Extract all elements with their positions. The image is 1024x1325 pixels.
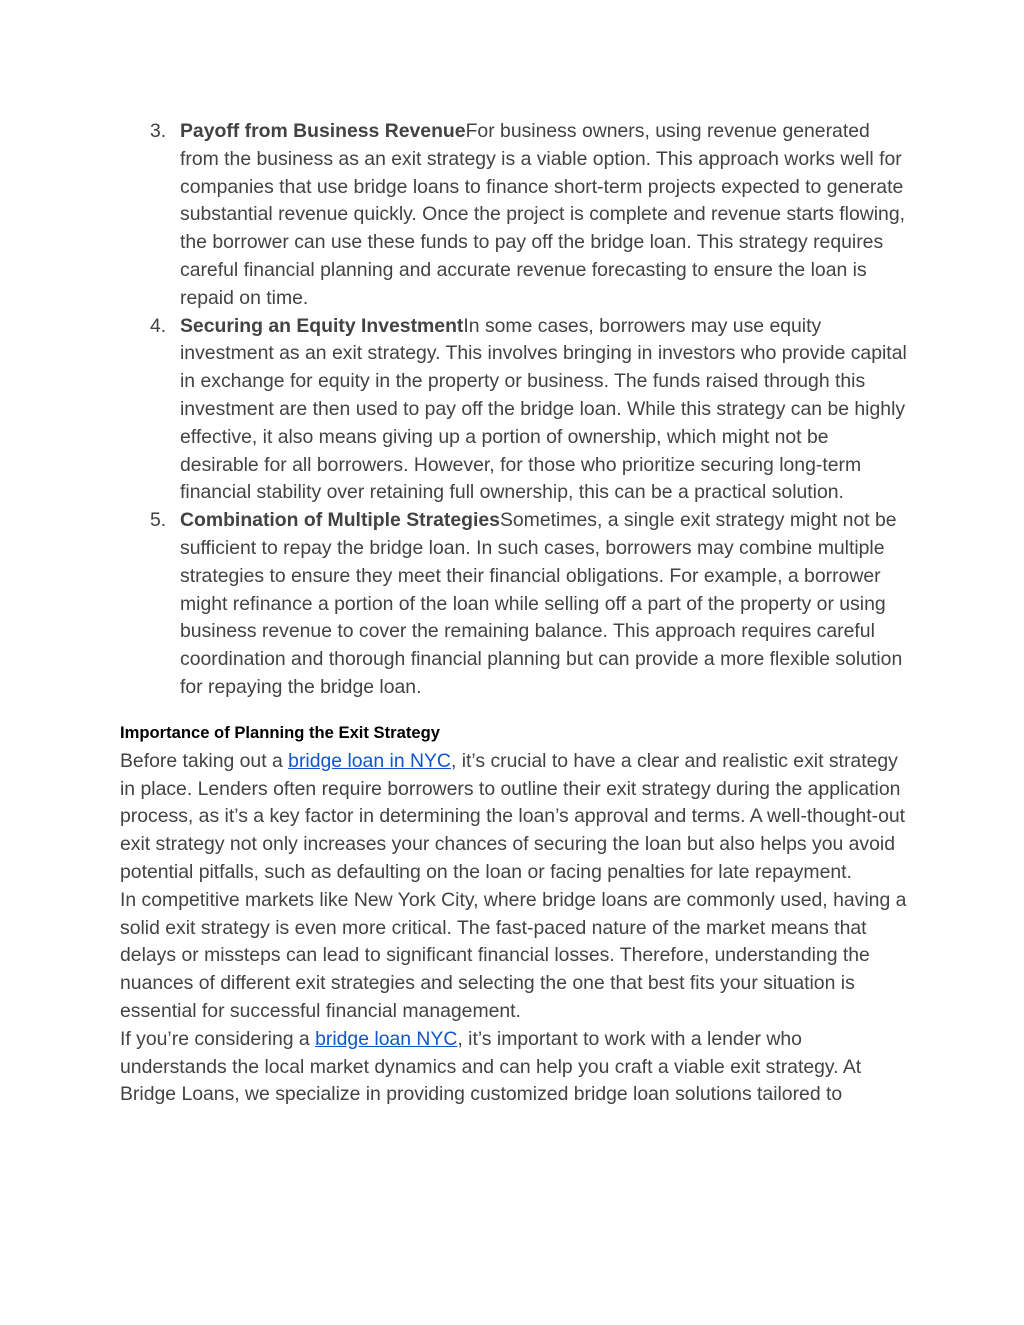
list-item-number: 3. xyxy=(150,120,167,142)
paragraph-text: If you’re considering a xyxy=(120,1027,316,1050)
exit-strategy-list xyxy=(120,118,910,702)
list-item xyxy=(120,313,910,508)
bridge-loan-nyc-link-2[interactable]: bridge loan NYC xyxy=(315,1027,458,1050)
list-item xyxy=(120,507,910,702)
list-item-text: For business owners, using revenue generated from the business as an exit strategy is a viable option. This approach works well for companies that use bridge loans to finance short-term projects expected to generate substantial revenue quickly. Once the project is complete and revenue starts flowing, the borrower can use these funds to pay off the bridge loan. This strategy requires careful financial planning and accurate revenue forecasting to ensure the loan is repaid on time. xyxy=(180,120,906,309)
list-item-lead: Payoff from Business Revenue xyxy=(180,120,466,142)
section-heading: Importance of Planning the Exit Strategy xyxy=(120,722,440,742)
paragraph-text: , it’s important to work with a lender who understands the local market dynamics and can help you craft a viable exit strategy. At Bridge Loans, we specialize in providing customized bridge loan solutions tailored to xyxy=(120,1027,862,1106)
list-item-text: In some cases, borrowers may use equity investment as an exit strategy. This involves bringing in investors who provide capital in exchange for equity in the property or business. The funds raised through this investment are then used to pay off the bridge loan. While this strategy can be highly effective, it also means giving up a portion of ownership, which might not be desirable for all borrowers. However, for those who prioritize securing long-term financial stability over retaining full ownership, this can be a practical solution. xyxy=(180,314,907,504)
paragraph-text: , it’s crucial to have a clear and realistic exit strategy in place. Lenders often require borrowers to outline their exit strategy during the application process, as it’s a key factor in determining the loan’s approval and terms. A well-thought-out exit strategy not only increases your chances of securing the loan but also helps you avoid potential pitfalls, such as defaulting on the loan or facing penalties for late repayment. xyxy=(120,749,906,883)
list-item-lead: Combination of Multiple Strategies xyxy=(180,509,500,532)
list-item-number: 4. xyxy=(150,314,167,337)
paragraph-competitive-markets: In competitive markets like New York City, where bridge loans are commonly used, having a solid exit strategy is even more critical. The fast-paced nature of the market means that delays or missteps can lead to significant financial losses. Therefore, understanding the nuances of different exit strategies and selecting the one that best fits your situation is essential for successful financial management. xyxy=(120,888,907,1022)
document-page xyxy=(120,118,910,1109)
paragraph-planning xyxy=(120,748,910,887)
bridge-loan-nyc-link[interactable]: bridge loan in NYC xyxy=(288,749,451,772)
list-item-number: 5. xyxy=(150,509,167,532)
list-item-lead: Securing an Equity Investment xyxy=(180,314,464,337)
list-item-text: Sometimes, a single exit strategy might not be sufficient to repay the bridge loan. In such cases, borrowers may combine multiple strategies to ensure they meet their financial obligations. For example, a borrower might refinance a portion of the loan while selling off a part of the property or using business revenue to cover the remaining balance. This approach requires careful coordination and thorough financial planning but can provide a more flexible solution for repaying the bridge loan. xyxy=(180,509,903,698)
paragraph-considering xyxy=(120,1026,910,1109)
list-item xyxy=(120,118,910,313)
paragraph-text: Before taking out a xyxy=(120,749,289,772)
